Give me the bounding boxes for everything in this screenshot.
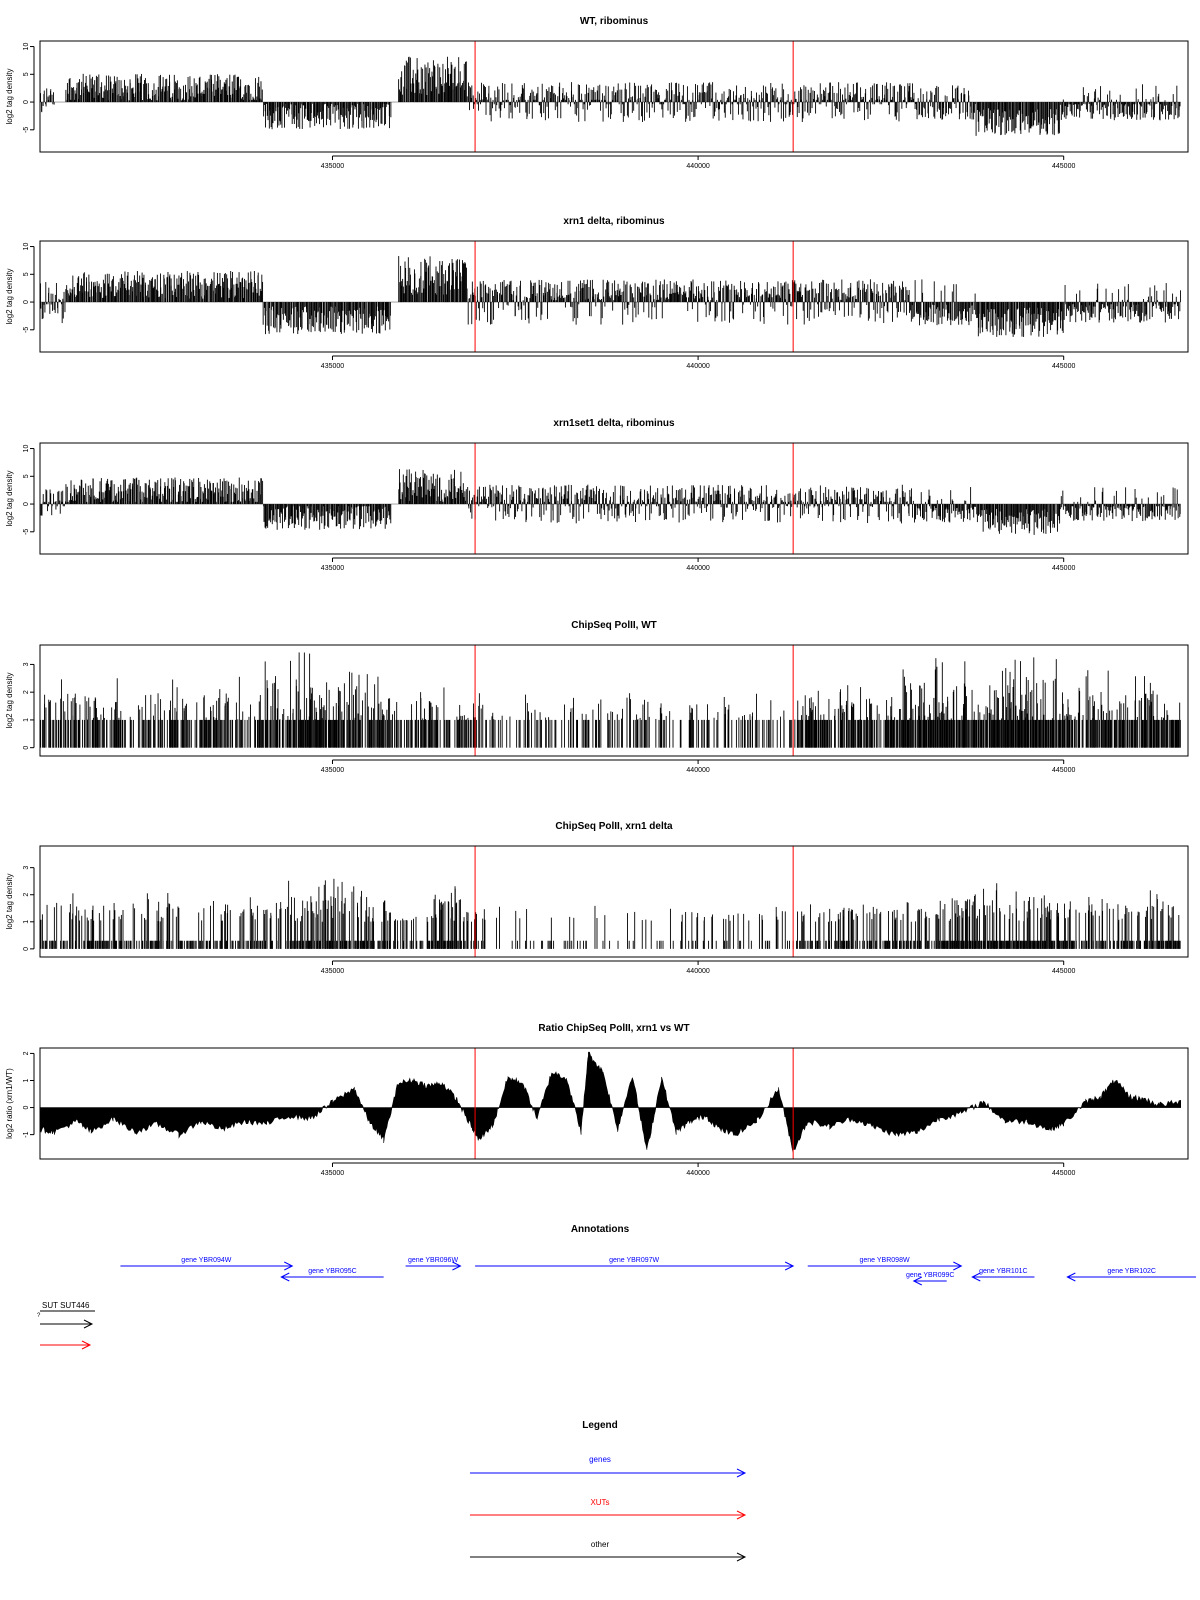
y-tick-label: 10 [23,42,30,51]
y-tick-label: 0 [23,502,30,507]
chart-panel-1 [5,16,1188,170]
panel-title: ChipSeq PolII, WT [571,620,657,631]
x-tick-label: 440000 [686,363,710,370]
panel-title: xrn1set1 delta, ribominus [553,418,675,429]
x-tick-label: 445000 [1052,565,1076,572]
y-axis-label: log2 tag density [5,268,14,325]
y-tick-label: -5 [23,126,30,133]
panel-title: xrn1 delta, ribominus [563,216,665,227]
data-series [40,57,1181,136]
chart-panel-2 [5,216,1188,370]
y-axis-label: log2 tag density [5,672,14,729]
y-axis-label: log2 tag density [5,68,14,125]
x-tick-label: 435000 [320,363,345,370]
x-tick-label: 440000 [686,163,710,170]
x-tick-label: 445000 [1052,363,1076,370]
panel-title: WT, ribominus [579,16,649,27]
y-tick-label: -5 [23,528,30,535]
x-tick-label: 445000 [1052,163,1076,170]
data-series [40,256,1181,337]
x-tick-label: 435000 [320,565,345,572]
x-tick-label: 440000 [686,565,710,572]
x-tick-label: 435000 [320,163,345,170]
y-tick-label: 5 [23,474,30,479]
data-series [40,469,1181,535]
plot-frame [40,443,1188,554]
y-tick-label: 5 [23,272,30,277]
plot-frame [40,241,1188,352]
y-tick-label: -5 [23,326,30,333]
chart-panel-4 [5,620,1188,774]
chart-panel-3 [5,418,1188,572]
y-tick-label: 10 [23,242,30,251]
y-tick-label: 0 [23,100,30,105]
y-tick-label: 10 [23,444,30,453]
y-tick-label: 0 [23,300,30,305]
data-series [41,652,1181,747]
y-axis-label: log2 tag density [5,470,14,527]
y-tick-label: 5 [23,72,30,77]
